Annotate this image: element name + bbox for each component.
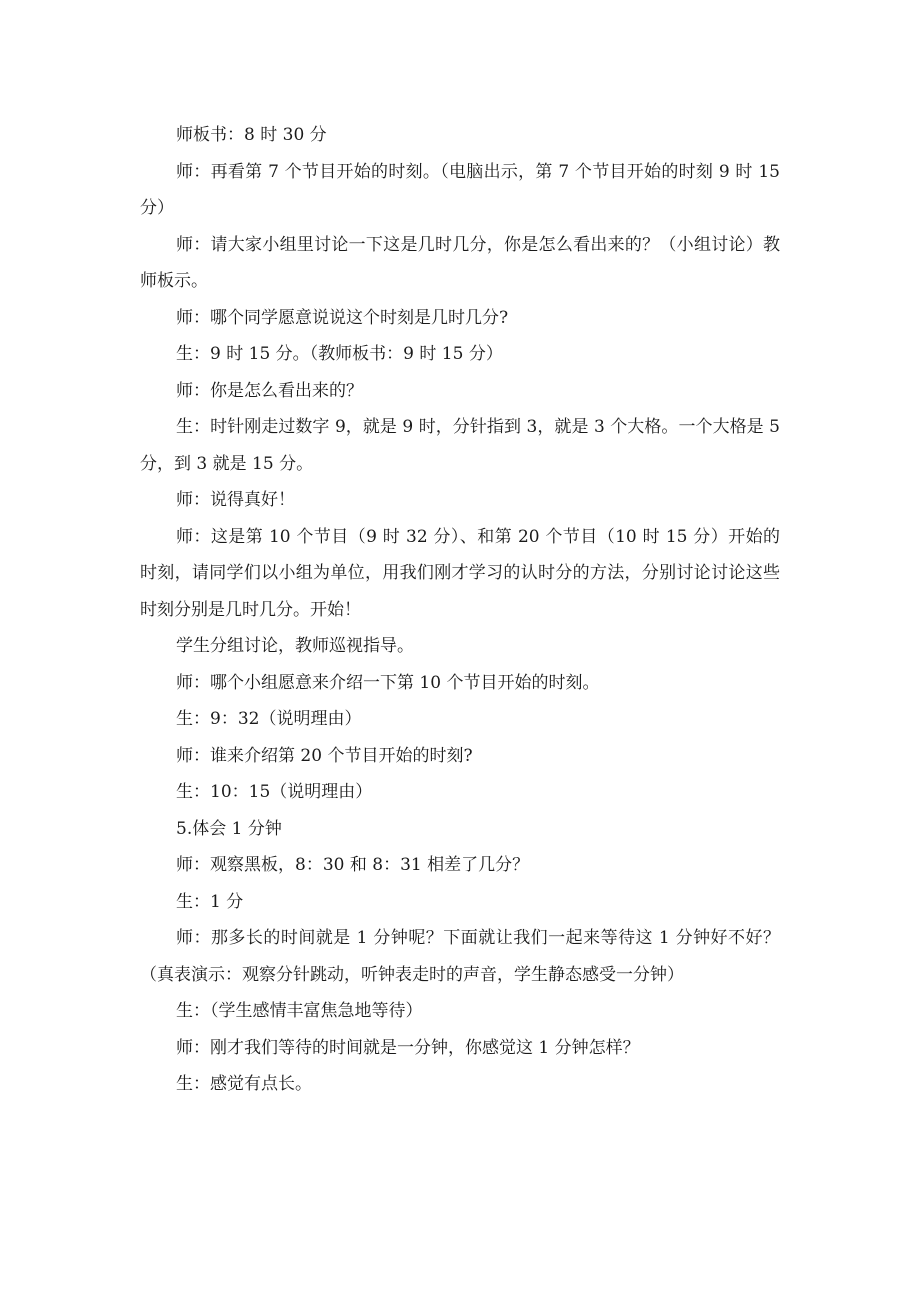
paragraph-one-minute-answer: 生：1 分	[176, 891, 244, 912]
paragraph-students-wait: 生：（学生感情丰富焦急地等待）	[176, 1001, 423, 1021]
paragraph-observe-board: 师：观察黑板，8：30 和 8：31 相差了几分？	[176, 855, 530, 875]
paragraph-introduce-10: 师：哪个小组愿意来介绍一下第 10 个节目开始的时刻。	[176, 672, 600, 693]
paragraph-student-answer: 生：9 时 15 分。（教师板书：9 时 15 分）	[176, 344, 503, 364]
paragraph-feeling-question: 师：刚才我们等待的时间就是一分钟，你感觉这 1 分钟怎样？	[176, 1037, 640, 1058]
section-heading-one-minute: 5.体会 1 分钟	[176, 818, 282, 839]
paragraph-board-note: 师板书：8 时 30 分	[176, 125, 327, 145]
paragraph-answer-1015: 生：10：15（说明理由）	[176, 782, 373, 802]
paragraph-teacher-question: 师：哪个同学愿意说说这个时刻是几时几分?	[176, 307, 509, 328]
paragraph-introduce-20: 师：谁来介绍第 20 个节目开始的时刻?	[176, 745, 473, 766]
paragraph-feeling-answer: 生：感觉有点长。	[176, 1074, 312, 1094]
paragraph-wait-demo: 师：那多长的时间就是 1 分钟呢？下面就让我们一起来等待这 1 分钟好不好？（真表演示：观察分针跳动，听钟表走时的声音，学生静态感受一分钟）	[140, 928, 780, 985]
paragraph-seventh-program: 师：再看第 7 个节目开始的时刻。（电脑出示，第 7 个节目开始的时刻 9 时 15 分）	[140, 161, 780, 218]
document-body	[140, 117, 780, 1103]
paragraph-group-work: 学生分组讨论，教师巡视指导。	[176, 636, 414, 656]
paragraph-praise: 师：说得真好！	[176, 490, 295, 510]
paragraph-answer-932: 生：9：32（说明理由）	[176, 709, 362, 729]
paragraph-program-10-20: 师：这是第 10 个节目（9 时 32 分）、和第 20 个节目（10 时 15 分）开始的时刻，请同学们以小组为单位，用我们刚才学习的认时分的方法，分别讨论讨论这些时刻分别是几时几分。开始！	[140, 526, 780, 620]
paragraph-how-seen: 师：你是怎么看出来的？	[176, 380, 363, 401]
paragraph-group-discussion: 师：请大家小组里讨论一下这是几时几分，你是怎么看出来的？（小组讨论）教师板示。	[140, 234, 780, 291]
paragraph-student-explanation: 生：时针刚走过数字 9，就是 9 时，分针指到 3，就是 3 个大格。一个大格是 5 分，到 3 就是 15 分。	[140, 417, 780, 474]
